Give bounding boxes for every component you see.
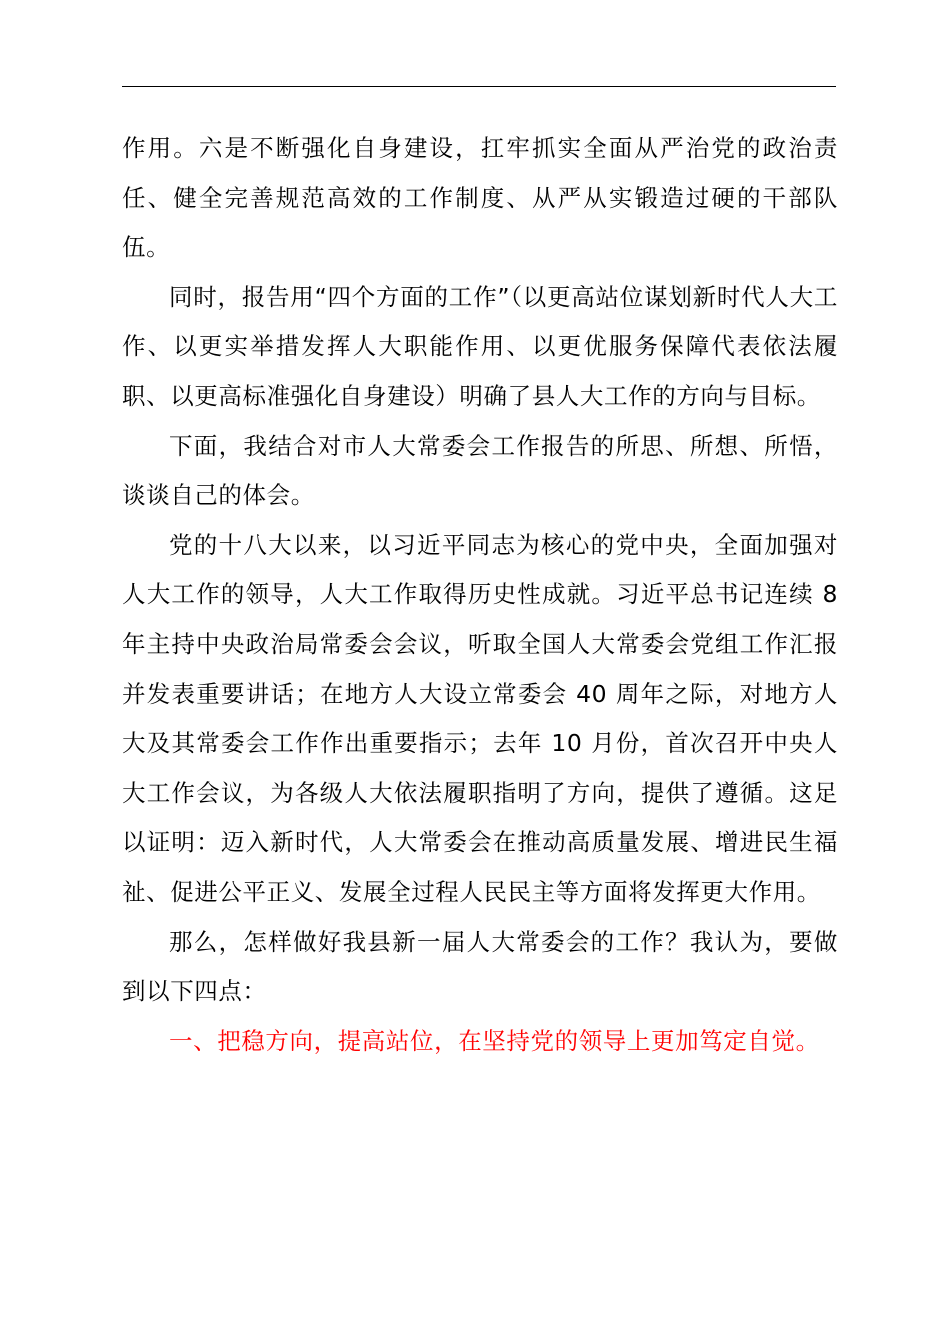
paragraph-four-points-intro: 那么，怎样做好我县新一届人大常委会的工作？我认为，要做到以下四点：	[122, 927, 838, 1006]
document-body	[122, 124, 838, 1066]
paragraph-historical-achievements: 党的十八大以来，以习近平同志为核心的党中央，全面加强对人大工作的领导，人大工作取得历史性成就。习近平总书记连续 8 年主持中央政治局常委会会议，听取全国人大常委会党组工作汇报并发表重要讲话；在地方人大设立常委会 40 周年之际，对地方人大及其常委会工作作出重要指示；去年 10 月份，首次召开中央人大工作会议，为各级人大依法履职指明了方向，提供了遵循。这足以证明：迈入新时代，人大常委会在推动高质量发展、增进民生福祉、促进公平正义、发展全过程人民民主等方面将发挥更大作用。	[122, 530, 838, 906]
paragraph-reflection-intro: 下面，我结合对市人大常委会工作报告的所思、所想、所悟，谈谈自己的体会。	[122, 431, 838, 510]
header-rule	[122, 86, 836, 87]
section-heading-one: 一、把稳方向，提高站位，在坚持党的领导上更加笃定自觉。	[169, 1026, 820, 1055]
paragraph-continuation: 作用。六是不断强化自身建设，扛牢抓实全面从严治党的政治责任、健全完善规范高效的工作制度、从严从实锻造过硬的干部队伍。	[122, 134, 838, 262]
paragraph-report-summary: 同时，报告用“四个方面的工作”（以更高站位谋划新时代人大工作、以更实举措发挥人大职能作用、以更优服务保障代表依法履职、以更高标准强化自身建设）明确了县人大工作的方向与目标。	[122, 282, 838, 410]
